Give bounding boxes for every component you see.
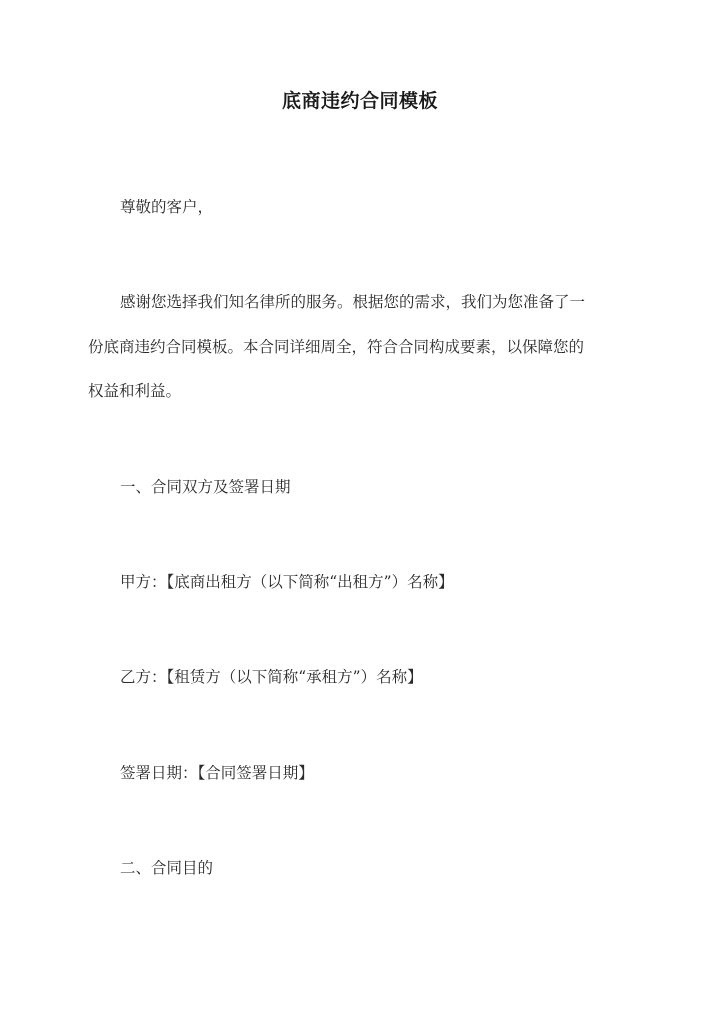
- intro-line-3: 权益和利益。: [88, 382, 182, 400]
- party-b-line: 乙方：【租赁方（以下简称“承租方”）名称】: [120, 668, 423, 686]
- sign-date-line: 签署日期：【合同签署日期】: [120, 764, 314, 782]
- document-title: 底商违约合同模板: [281, 90, 438, 112]
- party-a-line: 甲方：【底商出租方（以下简称“出租方”）名称】: [120, 573, 454, 591]
- intro-line-1: 感谢您选择我们知名律所的服务。根据您的需求，我们为您准备了一: [120, 293, 586, 311]
- intro-line-2: 份底商违约合同模板。本合同详细周全，符合合同构成要素，以保障您的: [88, 338, 585, 356]
- section-heading-2: 二、合同目的: [120, 859, 214, 877]
- section-heading-1: 一、合同双方及签署日期: [120, 478, 291, 496]
- greeting: 尊敬的客户，: [120, 198, 214, 216]
